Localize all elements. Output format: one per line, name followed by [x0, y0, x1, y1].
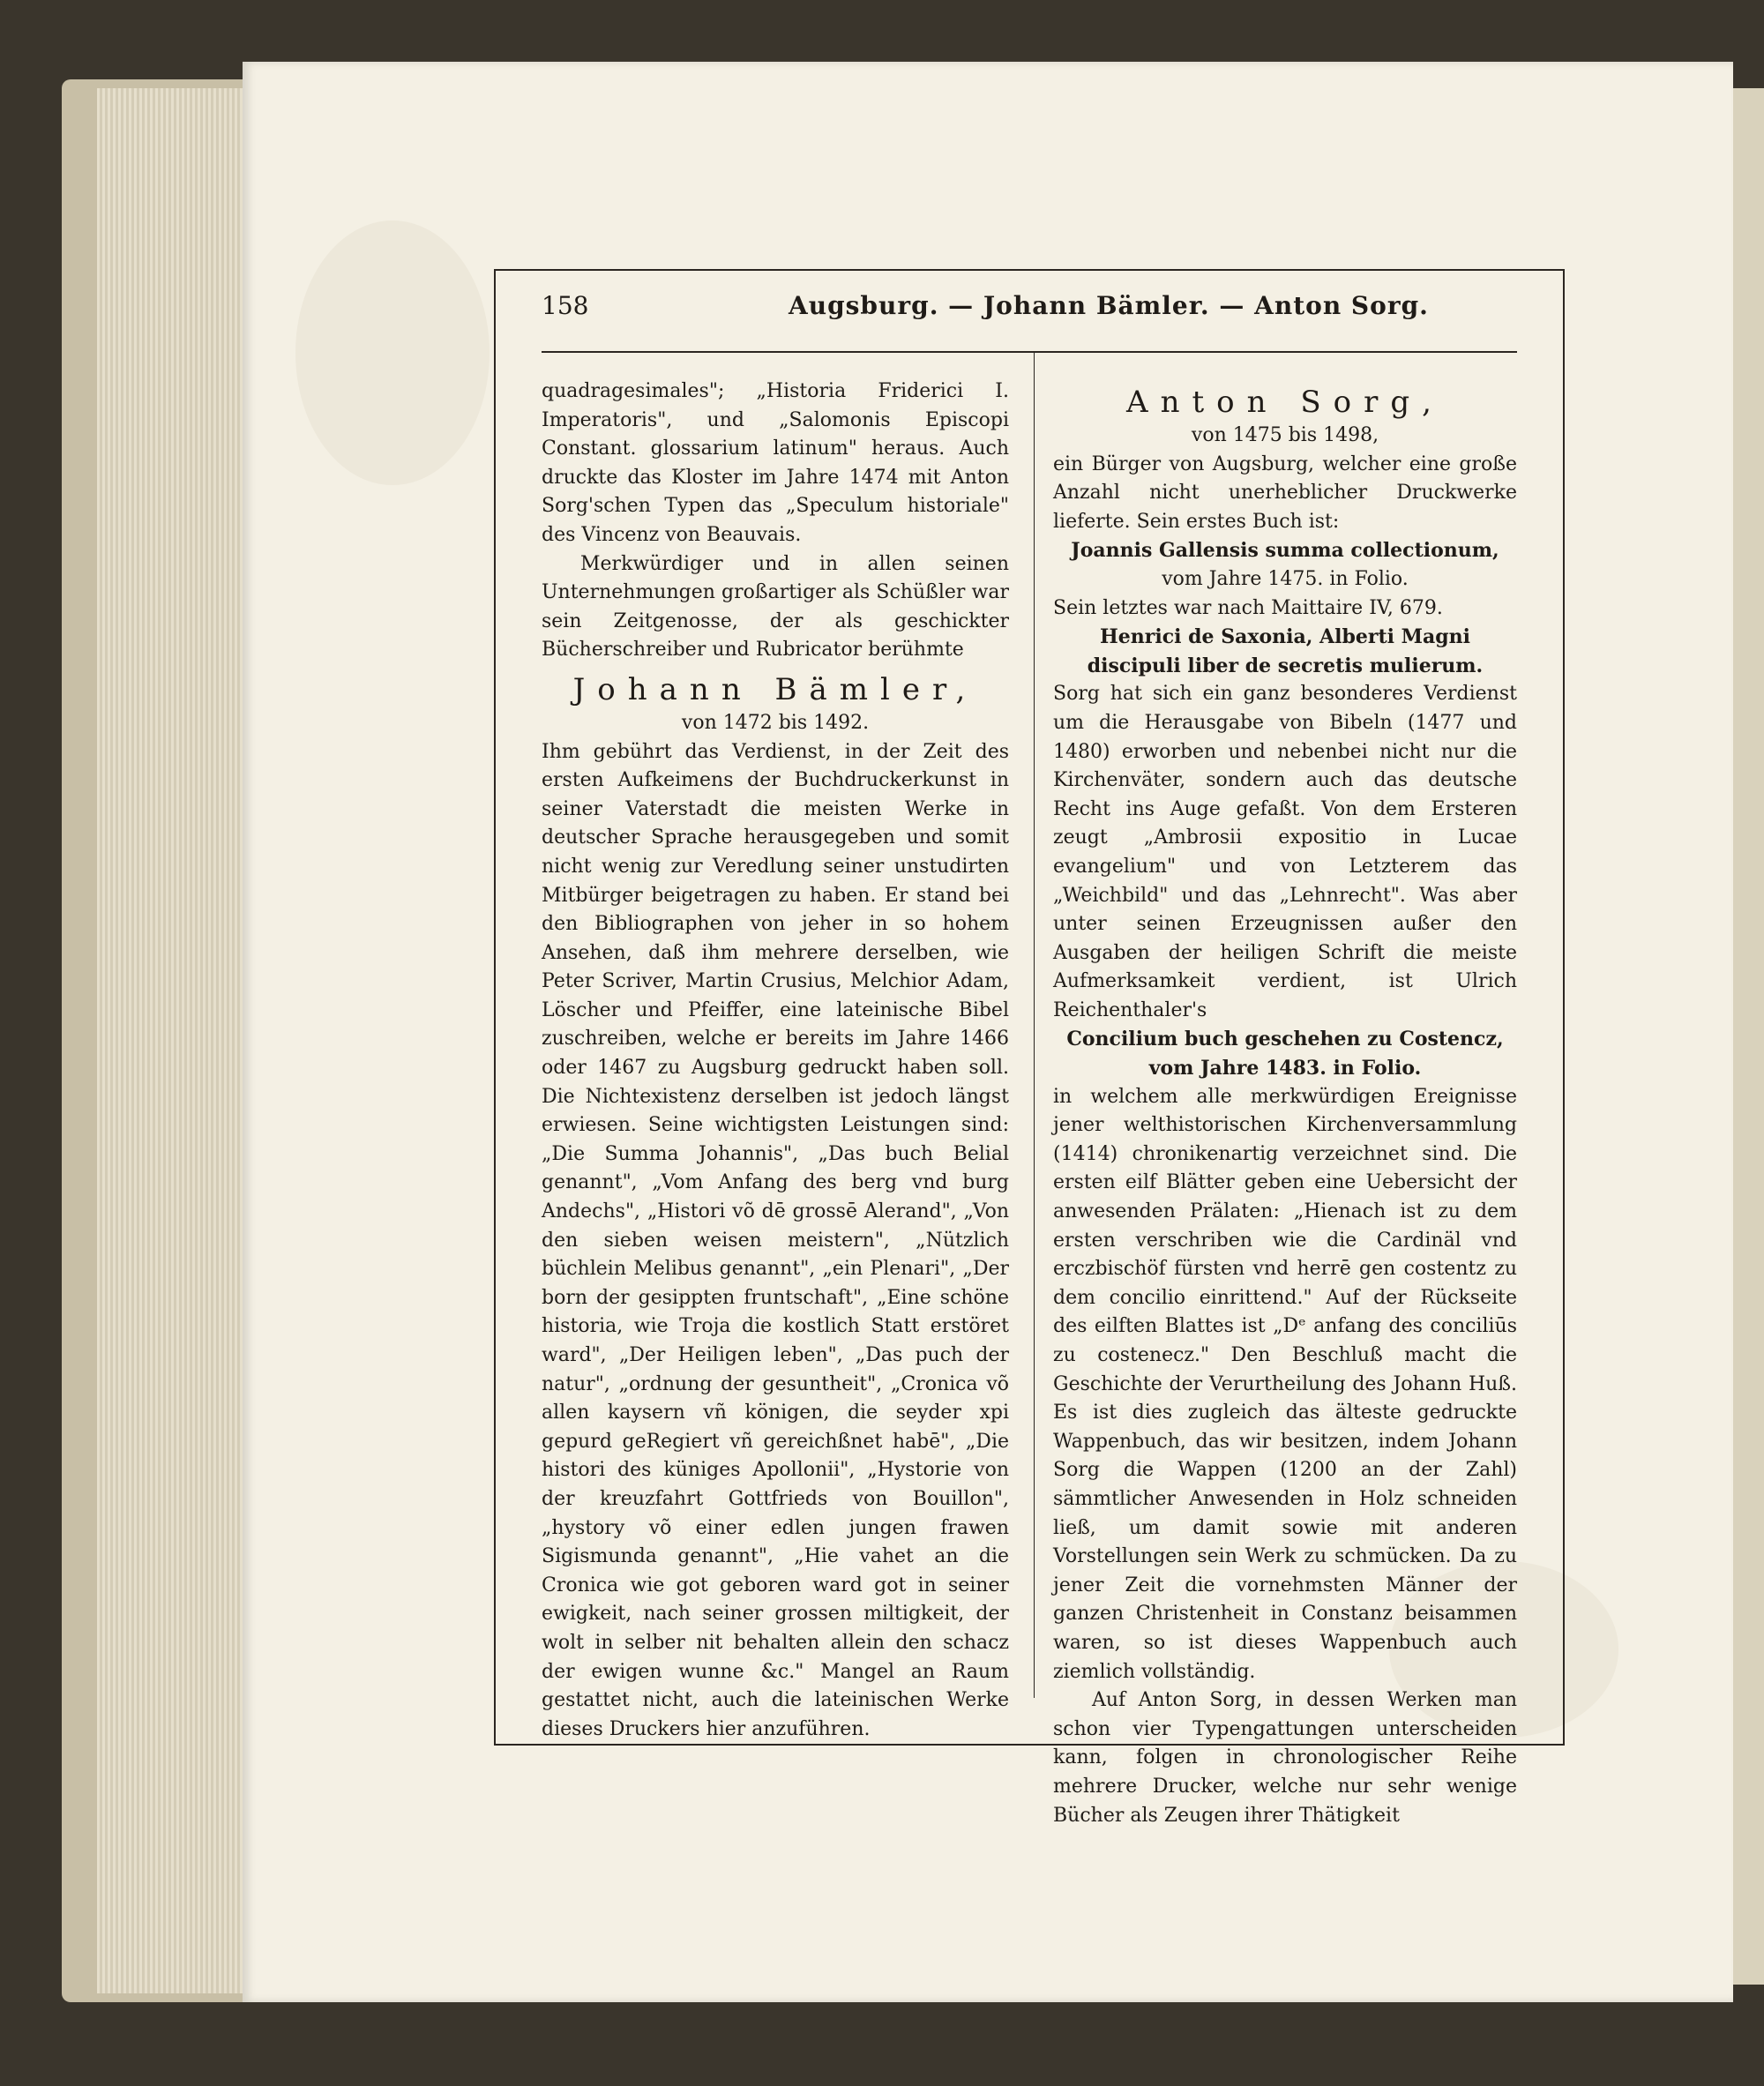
paragraph: quadragesimales"; „Historia Friderici I. Imperatoris", und „Salomonis Episcopi Constant. glossarium latinum" heraus. Auch druckte das Kloster im Jahre 1474 mit Anton Sorg'schen Typen das „Speculum historiale" des Vincenz von Beauvais. — [542, 380, 1009, 546]
column-divider — [1034, 353, 1035, 1698]
section-heading: Anton Sorg, — [1126, 385, 1444, 420]
paragraph: in welchem alle merkwürdigen Ereignisse jener welthistorischen Kirchenversammlung (1414) chronikenartig verzeichnet sind. Die ersten eilf Blätter geben eine Uebersicht der anwesenden Prälaten: „Hienach ist zu dem ersten verschriben wie die Cardinäl vnd erczbischöf fürsten vnd herrē gen costentz zu dem concilio einrittend." Auf der Rückseite des eilften Blattes ist „Dᵉ anfang des conciliūs zu costenecz." Den Beschluß macht die Geschichte der Verurtheilung des Johann Huß. Es ist dies zugleich das älteste gedruckte Wappenbuch, das wir besitzen, indem Johann Sorg die Wappen (1200 an der Zahl) sämmtlicher Anwesenden in Holz schneiden ließ, um damit sowie mit anderen Vorstellungen sein Werk zu schmücken. Da zu jener Zeit die vornehmsten Männer der ganzen Christenheit in Constanz beisammen waren, so ist dieses Wappenbuch auch ziemlich vollständig. — [1053, 1085, 1517, 1683]
paragraph: Sorg hat sich ein ganz besonderes Verdienst um die Herausgabe von Bibeln (1477 und 1480) erworben und nebenbei nicht nur die Kirchenväter, sondern auch das deutsche Recht ins Auge gefaßt. Von dem Ersteren zeugt „Ambrosii expositio in Lucae evangelium" und von Letzterem das „Weichbild" und das „Lehnrecht". Was aber unter seinen Erzeugnissen außer den Ausgaben der heiligen Schrift die meiste Aufmerksamkeit verdient, ist Ulrich Reichenthaler's — [1053, 683, 1517, 1021]
page-header — [542, 291, 1512, 332]
paper-stain — [295, 221, 490, 485]
running-title: Augsburg. — Johann Bämler. — Anton Sorg. — [789, 291, 1429, 320]
section-years: von 1475 bis 1498, — [1191, 424, 1379, 446]
section-heading: Johann Bämler, — [572, 671, 978, 707]
paragraph: ein Bürger von Augsburg, welcher eine große Anzahl nicht unerheblicher Druckwerke lieferte. Sein erstes Buch ist: — [1053, 452, 1517, 533]
book-title-sub: vom Jahre 1475. in Folio. — [1162, 567, 1409, 590]
book-title: Henrici de Saxonia, Alberti Magni discipuli liber de secretis mulierum. — [1087, 625, 1484, 677]
book-title: Joannis Gallensis summa collectionum, — [1071, 539, 1499, 563]
left-column — [542, 378, 1009, 1744]
book-title: Concilium buch geschehen zu Costencz, vom Jahre 1483. in Folio. — [1066, 1028, 1504, 1080]
paragraph: Sein letztes war nach Maittaire IV, 679. — [1053, 596, 1443, 619]
next-page-edge — [1729, 88, 1764, 1985]
right-column — [1053, 378, 1517, 1830]
page-number: 158 — [542, 291, 589, 320]
paragraph: Merkwürdiger und in allen seinen Unternehmungen großartiger als Schüßler war sein Zeitgenosse, der als geschickter Bücherschreiber und Rubricator berühmte — [542, 552, 1009, 662]
book-page-edges — [62, 79, 247, 2002]
section-years: von 1472 bis 1492. — [681, 711, 870, 734]
paragraph: Ihm gebührt das Verdienst, in der Zeit des ersten Aufkeimens der Buchdruckerkunst in seiner Vaterstadt die meisten Werke in deutscher Sprache herausgegeben und somit nicht wenig zur Veredlung seiner unstudirten Mitbürger beigetragen zu haben. Er stand bei den Bibliographen von jeher in so hohem Ansehen, daß ihm mehrere derselben, wie Peter Scriver, Martin Crusius, Melchior Adam, Löscher und Pfeiffer, eine lateinische Bibel zuschreiben, welche er bereits im Jahre 1466 oder 1467 zu Augsburg gedruckt haben soll. Die Nichtexistenz derselben ist jedoch längst erwiesen. Seine wichtigsten Leistungen sind: „Die Summa Johannis", „Das buch Belial genannt", „Vom Anfang des berg vnd burg Andechs", „Histori võ dē grossē Alerand", „Von den sieben weisen meistern", „Nützlich büchlein Melibus genannt", „ein Plenari", „Der born der gesippten fruntschaft", „Eine schöne historia, wie Troja die kostlich Statt erstöret ward", „Der Heiligen leben", „Das puch der natur", „ordnung der gesuntheit", „Cronica võ allen kaysern vñ königen, die seyder xpi gepurd geRegiert vñ gereichßnet habē", „Die histori des küniges Apollonii", „Hystorie von der kreuzfahrt Gottfrieds von Bouillon", „hystory võ einer edlen jungen frawen Sigismunda genannt", „Hie vahet an die Cronica wie got geboren ward got in seiner ewigkeit, nach seiner grossen miltigkeit, der wolt in selber nit behalten allein den schacz der ewigen wunne &c." Mangel an Raum gestattet nicht, auch die lateinischen Werke dieses Druckers hier anzuführen. — [542, 740, 1009, 1740]
paragraph: Auf Anton Sorg, in dessen Werken man schon vier Typengattungen unterscheiden kann, folgen in chronologischer Reihe mehrere Drucker, welche nur sehr wenige Bücher als Zeugen ihrer Thätigkeit — [1053, 1689, 1517, 1827]
header-rule — [542, 351, 1517, 353]
